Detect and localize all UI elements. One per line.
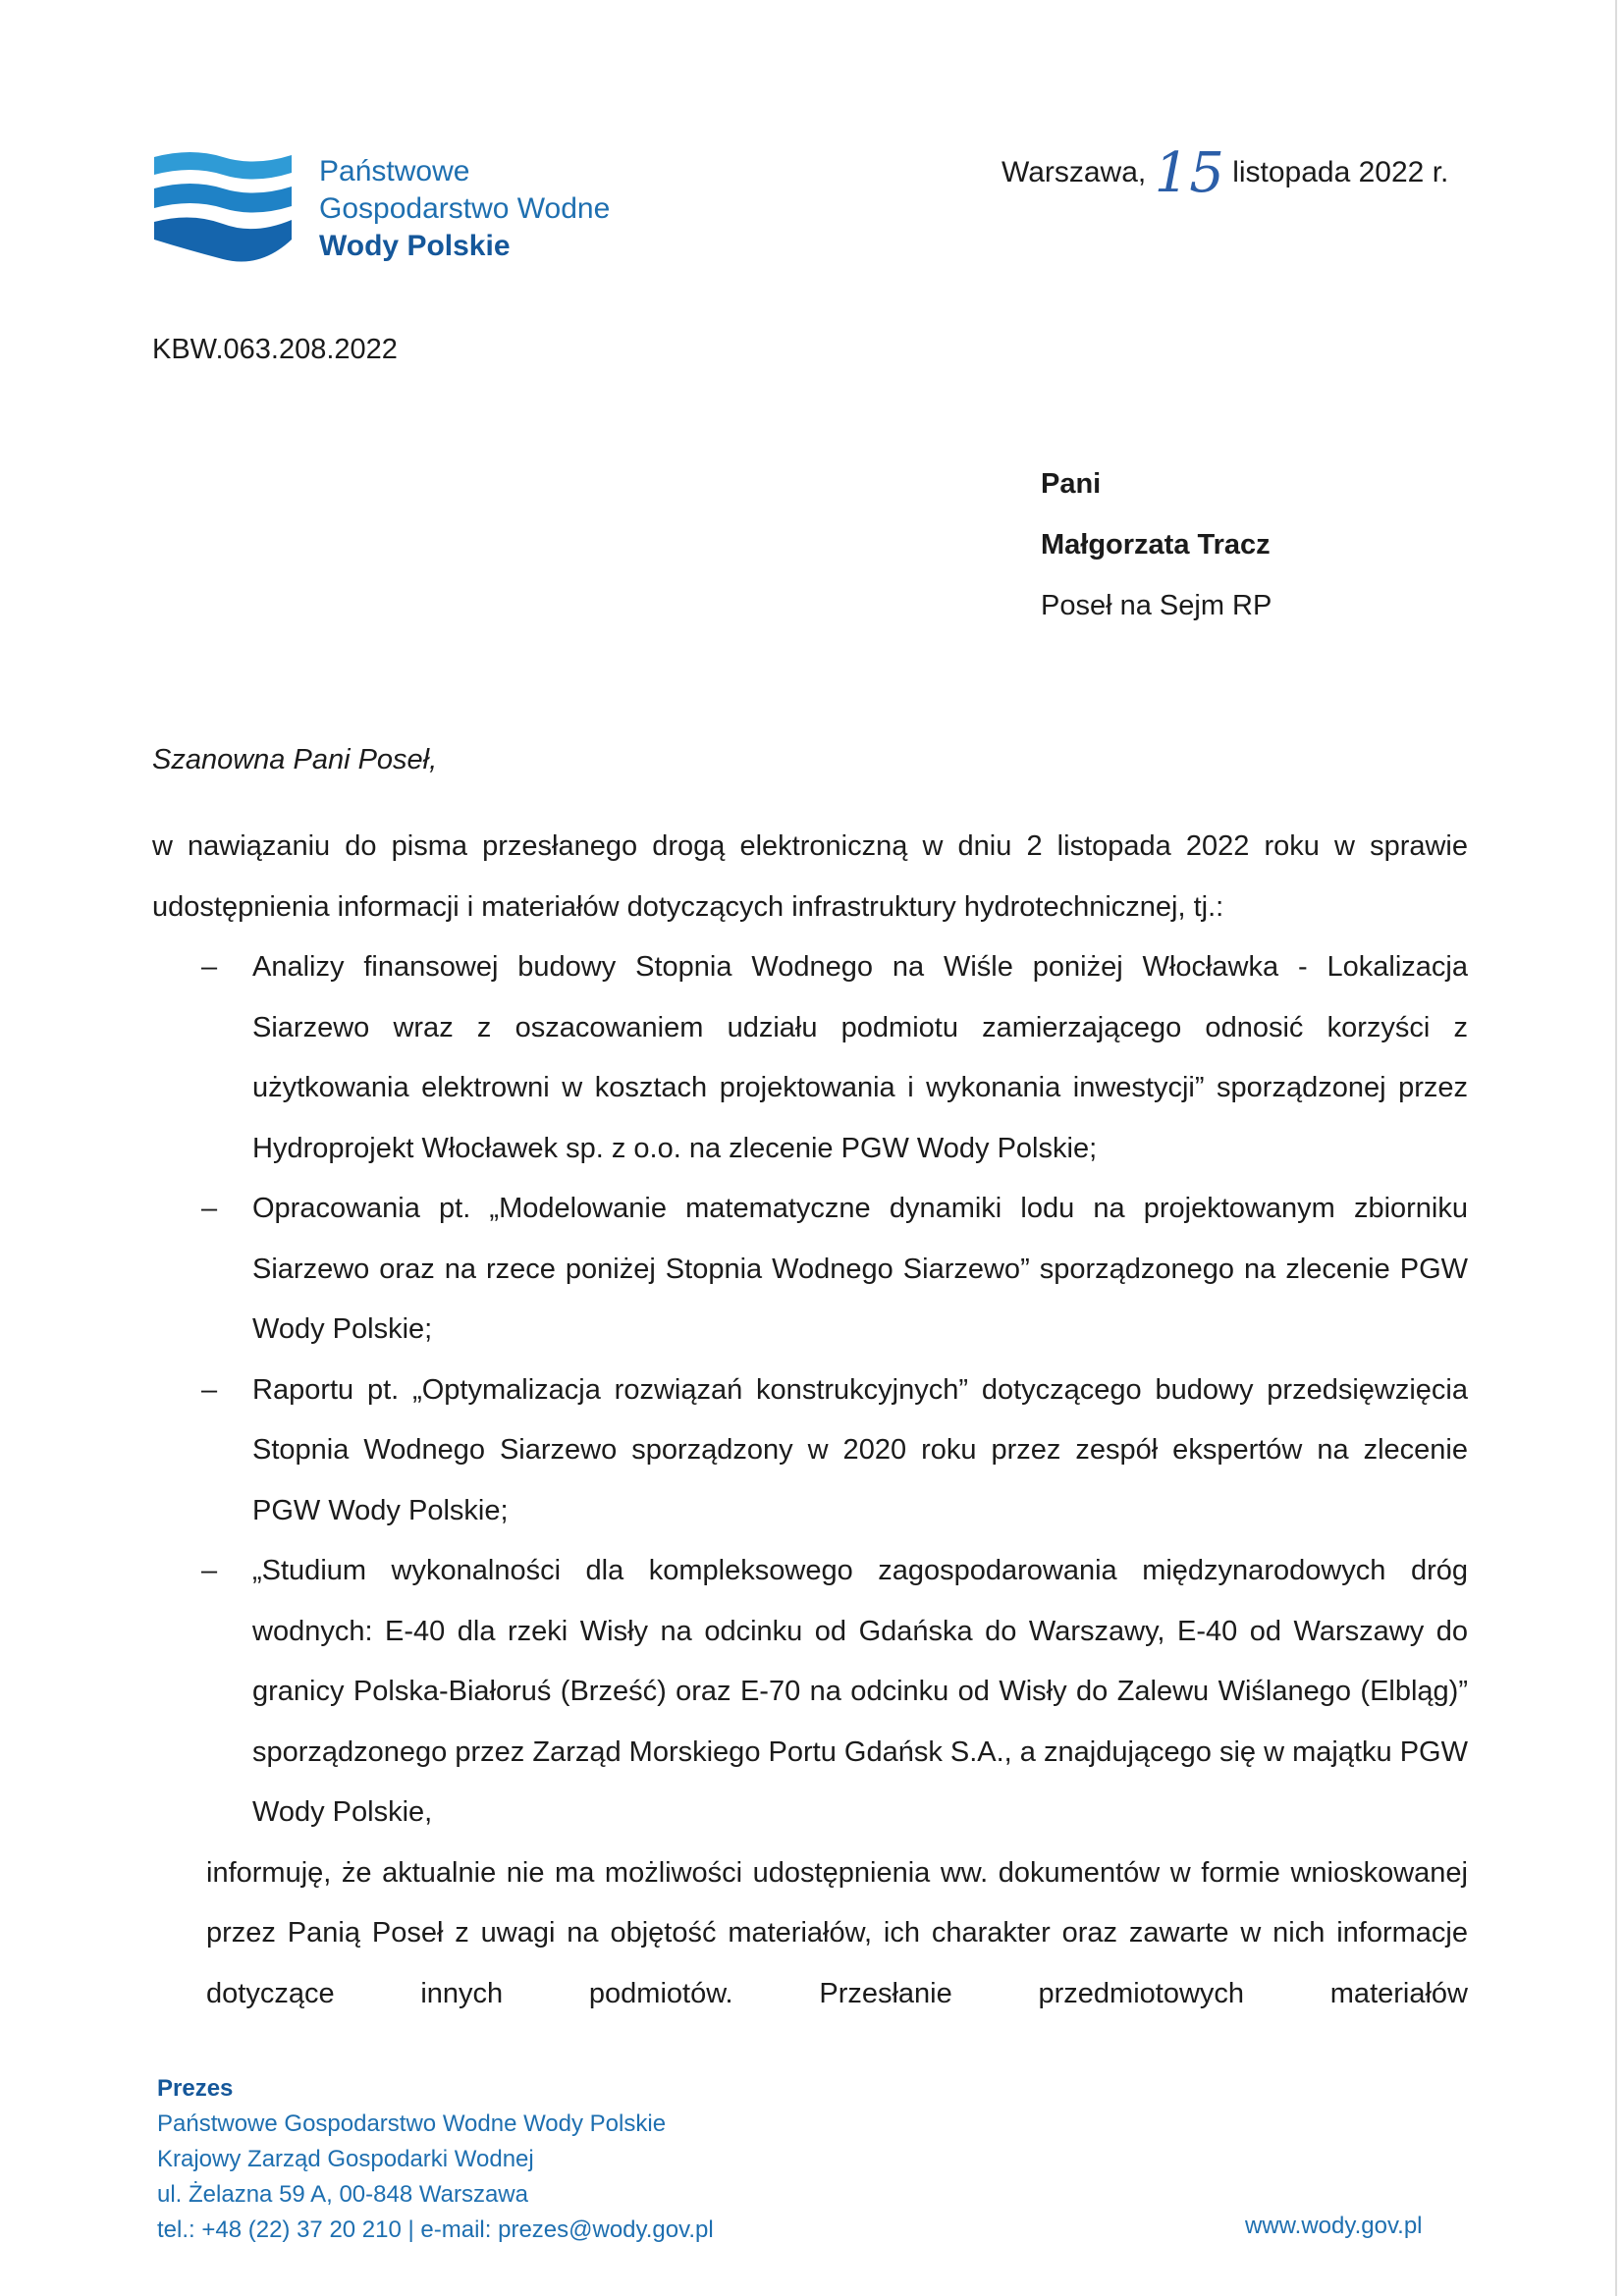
org-line-2: Gospodarstwo Wodne <box>319 192 611 225</box>
date-day-handwritten: 15 <box>1154 141 1224 205</box>
list-item-text: „Studium wykonalności dla kompleksowego zagospodarowania międzynarodowych dróg wodnych: E-40 dla rzeki Wisły na odcinku od Gdańska do Warszawy, E-40 od Warszawy do granicy Polska-Białoruś (Brześć) oraz E-70 na odcinku od Wisły do Zalewu Wiślanego (Elbląg)” sporządzonego przez Zarząd Morskiego Portu Gdańsk S.A., a znajdującego się w majątku PGW Wody Polskie, <box>252 1555 1468 1828</box>
org-line-1: Państwowe <box>319 155 470 187</box>
footer-website: www.wody.gov.pl <box>1245 2213 1423 2239</box>
footer-line-2: Krajowy Zarząd Gospodarki Wodnej <box>157 2146 534 2172</box>
recipient-salutation: Pani <box>1041 468 1102 500</box>
document-list <box>152 937 1468 1843</box>
dash-bullet-icon: – <box>201 951 218 983</box>
organization-name <box>319 153 610 265</box>
date-place: Warszawa, <box>1001 156 1147 188</box>
date-rest: listopada 2022 r. <box>1232 156 1449 188</box>
wody-polskie-logo-icon <box>152 149 295 272</box>
letter-body <box>152 817 1468 2024</box>
footer-address <box>157 2071 714 2248</box>
list-item-text: Opracowania pt. „Modelowanie matematyczne dynamiki lodu na projektowanym zbiorniku Siarzewo oraz na rzece poniżej Stopnia Wodnego Siarzewo” sporządzonego na zlecenie PGW Wody Polskie; <box>252 1193 1468 1345</box>
letterhead <box>152 149 614 272</box>
footer-line-3: ul. Żelazna 59 A, 00-848 Warszawa <box>157 2181 528 2208</box>
closing-paragraph: informuję, że aktualnie nie ma możliwości udostępnienia ww. dokumentów w formie wnioskowanej przez Panią Poseł z uwagi na objętość materiałów, ich charakter oraz zawarte w nich informacje dotyczące innych podmiotów. Przesłanie przedmiotowych materiałów <box>206 1856 1468 2009</box>
dash-bullet-icon: – <box>201 1193 218 1224</box>
page-edge-divider <box>1615 0 1617 2296</box>
list-item <box>152 1179 1468 1361</box>
recipient-block <box>1041 454 1272 636</box>
footer-contact: tel.: +48 (22) 37 20 210 | e-mail: prezes@wody.gov.pl <box>157 2216 714 2243</box>
list-item <box>152 937 1468 1179</box>
footer-title: Prezes <box>157 2075 234 2102</box>
list-item <box>152 1541 1468 1843</box>
dash-bullet-icon: – <box>201 1555 218 1586</box>
recipient-name: Małgorzata Tracz <box>1041 529 1271 561</box>
reference-number: KBW.063.208.2022 <box>152 334 398 365</box>
greeting: Szanowna Pani Poseł, <box>152 744 438 775</box>
list-item-text: Analizy finansowej budowy Stopnia Wodnego na Wiśle poniżej Włocławka - Lokalizacja Siarzewo wraz z oszacowaniem udziału podmiotu zamierzającego odnosić korzyści z użytkowania elektrowni w kosztach projektowania i wykonania inwestycji” sporządzonej przez Hydroprojekt Włocławek sp. z o.o. na zlecenie PGW Wody Polskie; <box>252 951 1468 1164</box>
org-line-3: Wody Polskie <box>319 230 511 262</box>
list-item-text: Raportu pt. „Optymalizacja rozwiązań konstrukcyjnych” dotyczącego budowy przedsięwzięcia Stopnia Wodnego Siarzewo sporządzony w 2020 roku przez zespół ekspertów na zlecenie PGW Wody Polskie; <box>252 1373 1468 1526</box>
intro-paragraph: w nawiązaniu do pisma przesłanego drogą elektroniczną w dniu 2 listopada 2022 roku w sprawie udostępnienia informacji i materiałów dotyczących infrastruktury hydrotechnicznej, tj.: <box>152 830 1468 923</box>
letter-date <box>1001 141 1449 205</box>
dash-bullet-icon: – <box>201 1373 218 1406</box>
list-item <box>152 1361 1468 1542</box>
footer-line-1: Państwowe Gospodarstwo Wodne Wody Polskie <box>157 2110 667 2137</box>
recipient-position: Poseł na Sejm RP <box>1041 590 1272 621</box>
